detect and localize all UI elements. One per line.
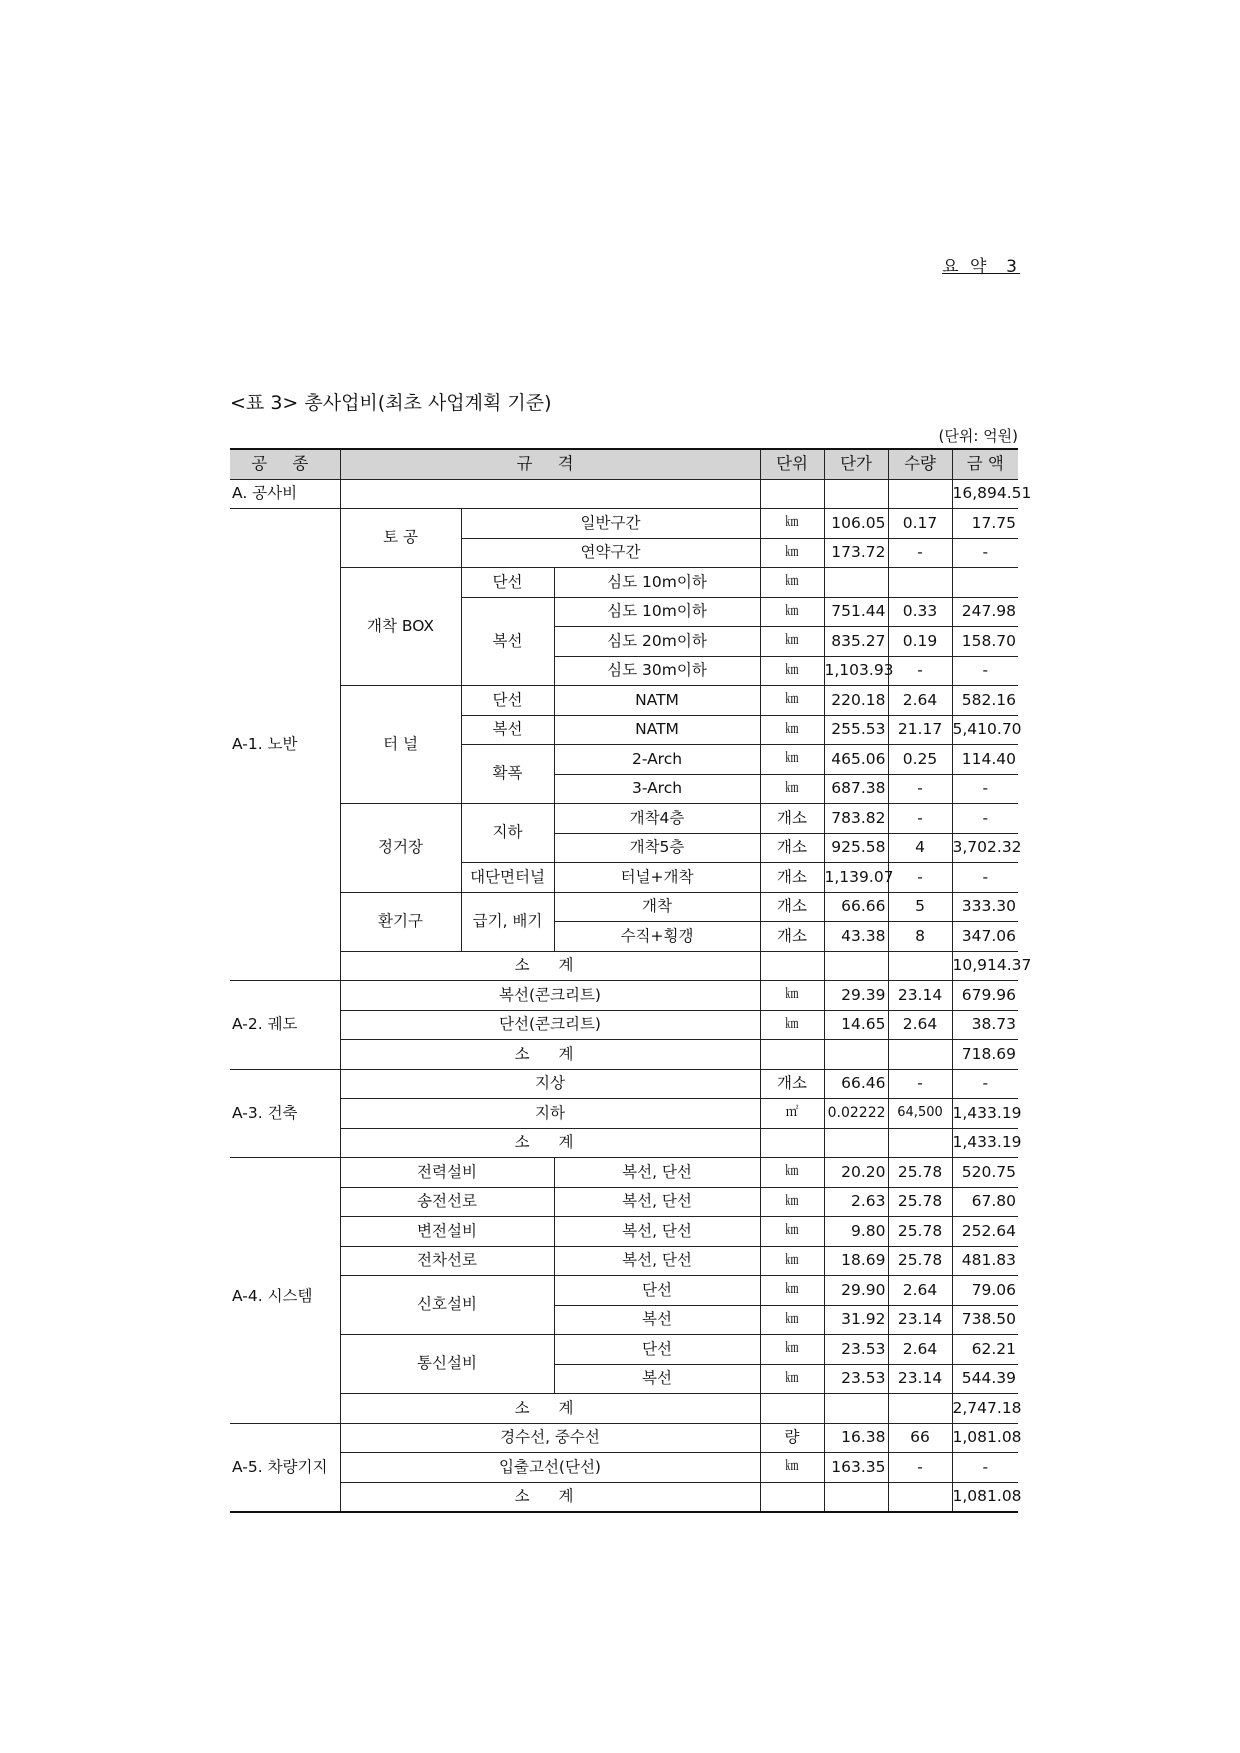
amount-cell: 738.50 xyxy=(952,1305,1018,1335)
spec-cell: 단선(콘크리트) xyxy=(340,1010,760,1040)
price-cell: 2.63 xyxy=(824,1187,888,1217)
qty-cell: 0.33 xyxy=(888,597,952,627)
amount-cell: 247.98 xyxy=(952,597,1018,627)
table-row xyxy=(230,1276,1018,1306)
a3-label: A-3. 건축 xyxy=(230,1069,340,1158)
unit-cell: 개소 xyxy=(760,922,824,952)
subtotal-label: 소 계 xyxy=(340,1482,760,1512)
qty-cell: 0.17 xyxy=(888,509,952,539)
amount-cell: - xyxy=(952,804,1018,834)
qty-cell: 5 xyxy=(888,892,952,922)
table-row xyxy=(230,1246,1018,1276)
spec-cell: 심도 10m이하 xyxy=(554,568,760,598)
unit-cell: 개소 xyxy=(760,804,824,834)
unit-cell: ㎞ xyxy=(760,568,824,598)
subtotal-label: 소 계 xyxy=(340,951,760,981)
amount-cell: - xyxy=(952,538,1018,568)
unit-cell: ㎞ xyxy=(760,627,824,657)
spec-cell: 복선, 단선 xyxy=(554,1158,760,1188)
price-cell: 66.46 xyxy=(824,1069,888,1099)
qty-cell: 25.78 xyxy=(888,1158,952,1188)
unit-cell: 개소 xyxy=(760,1069,824,1099)
col-unit: 단위 xyxy=(760,449,824,479)
price-cell xyxy=(824,568,888,598)
amount-cell: 252.64 xyxy=(952,1217,1018,1247)
qty-cell: 2.64 xyxy=(888,1276,952,1306)
price-cell: 23.53 xyxy=(824,1335,888,1365)
a1-label: A-1. 노반 xyxy=(230,509,340,981)
qty-cell: - xyxy=(888,656,952,686)
price-cell: 835.27 xyxy=(824,627,888,657)
qty-cell: - xyxy=(888,804,952,834)
qty-cell: 0.19 xyxy=(888,627,952,657)
table-row xyxy=(230,892,1018,922)
amount-cell: 67.80 xyxy=(952,1187,1018,1217)
tunnel-label: 터 널 xyxy=(340,686,461,804)
amount-cell: 62.21 xyxy=(952,1335,1018,1365)
amount-cell: 520.75 xyxy=(952,1158,1018,1188)
subtotal-amount: 10,914.37 xyxy=(952,951,1018,981)
amount-cell: 16,894.51 xyxy=(952,479,1018,509)
price-cell: 173.72 xyxy=(824,538,888,568)
amount-cell: 679.96 xyxy=(952,981,1018,1011)
price-cell: 751.44 xyxy=(824,597,888,627)
price-cell: 20.20 xyxy=(824,1158,888,1188)
unit-cell: ㎞ xyxy=(760,1246,824,1276)
a5-label: A-5. 차량기지 xyxy=(230,1423,340,1512)
unit-cell: ㎞ xyxy=(760,745,824,775)
qty-cell: 64,500 xyxy=(888,1099,952,1129)
spec-cell: 복선 xyxy=(554,1305,760,1335)
spec-cell: 심도 20m이하 xyxy=(554,627,760,657)
spec-cell: 연약구간 xyxy=(461,538,760,568)
spec-cell: 복선, 단선 xyxy=(554,1246,760,1276)
qty-cell: 21.17 xyxy=(888,715,952,745)
spec-cell: 단선 xyxy=(554,1335,760,1365)
box-label: 개착 BOX xyxy=(340,568,461,686)
col-quantity: 수량 xyxy=(888,449,952,479)
a2-label: A-2. 궤도 xyxy=(230,981,340,1070)
qty-cell xyxy=(888,568,952,598)
unit-cell: ㎞ xyxy=(760,1276,824,1306)
price-cell: 687.38 xyxy=(824,774,888,804)
unit-cell: ㎞ xyxy=(760,774,824,804)
unit-cell: ㎞ xyxy=(760,1364,824,1394)
table-row xyxy=(230,1010,1018,1040)
vent-type-cell: 급기, 배기 xyxy=(461,892,554,951)
system-name-cell: 신호설비 xyxy=(340,1276,554,1335)
price-cell: 14.65 xyxy=(824,1010,888,1040)
amount-cell: 1,081.08 xyxy=(952,1423,1018,1453)
qty-cell: 25.78 xyxy=(888,1246,952,1276)
station-type-cell: 대단면터널 xyxy=(461,863,554,893)
station-label: 정거장 xyxy=(340,804,461,893)
spec-cell: 3-Arch xyxy=(554,774,760,804)
qty-cell: 8 xyxy=(888,922,952,952)
qty-cell: 2.64 xyxy=(888,1010,952,1040)
unit-cell: ㎞ xyxy=(760,656,824,686)
spec-cell: NATM xyxy=(554,686,760,716)
spec-cell: 개착5층 xyxy=(554,833,760,863)
amount-cell: 114.40 xyxy=(952,745,1018,775)
a4-label: A-4. 시스템 xyxy=(230,1158,340,1424)
unit-cell: ㎞ xyxy=(760,1335,824,1365)
spec-cell: 복선 xyxy=(554,1364,760,1394)
table-row xyxy=(230,804,1018,834)
price-cell: 66.66 xyxy=(824,892,888,922)
subtotal-row xyxy=(230,1040,1018,1070)
spec-cell: 터널+개착 xyxy=(554,863,760,893)
amount-cell: 582.16 xyxy=(952,686,1018,716)
subtotal-row xyxy=(230,951,1018,981)
col-unit-price: 단가 xyxy=(824,449,888,479)
table-row xyxy=(230,1217,1018,1247)
table-row xyxy=(230,686,1018,716)
table-row xyxy=(230,568,1018,598)
unit-cell: ㎞ xyxy=(760,715,824,745)
amount-cell: 481.83 xyxy=(952,1246,1018,1276)
line-type-cell: 복선 xyxy=(461,715,554,745)
spec-cell: 복선, 단선 xyxy=(554,1187,760,1217)
qty-cell: 4 xyxy=(888,833,952,863)
spec-cell: 지하 xyxy=(340,1099,760,1129)
system-name-cell: 송전선로 xyxy=(340,1187,554,1217)
amount-cell: 333.30 xyxy=(952,892,1018,922)
price-cell: 783.82 xyxy=(824,804,888,834)
unit-cell: ㎞ xyxy=(760,1453,824,1483)
table-row xyxy=(230,509,1018,539)
system-name-cell: 전력설비 xyxy=(340,1158,554,1188)
table-row xyxy=(230,981,1018,1011)
table-row xyxy=(230,1335,1018,1365)
amount-cell: 38.73 xyxy=(952,1010,1018,1040)
line-type-cell: 복선 xyxy=(461,597,554,686)
table-row xyxy=(230,1453,1018,1483)
table-row xyxy=(230,1187,1018,1217)
cost-table xyxy=(230,448,1032,1513)
spec-cell: NATM xyxy=(554,715,760,745)
price-cell: 43.38 xyxy=(824,922,888,952)
price-cell: 0.02222 xyxy=(824,1099,888,1129)
amount-cell xyxy=(952,568,1018,598)
spec-cell: 수직+횡갱 xyxy=(554,922,760,952)
amount-cell: - xyxy=(952,656,1018,686)
unit-cell: ㎞ xyxy=(760,509,824,539)
qty-cell: - xyxy=(888,1069,952,1099)
qty-cell: 23.14 xyxy=(888,1364,952,1394)
table-row xyxy=(230,1158,1018,1188)
line-type-cell: 확폭 xyxy=(461,745,554,804)
price-cell: 1,103.93 xyxy=(824,656,888,686)
amount-cell: - xyxy=(952,863,1018,893)
table-row xyxy=(230,479,1018,509)
qty-cell: 25.78 xyxy=(888,1217,952,1247)
amount-cell: - xyxy=(952,1069,1018,1099)
subtotal-label: 소 계 xyxy=(340,1128,760,1158)
unit-cell: ㎞ xyxy=(760,686,824,716)
spec-cell: 개착 xyxy=(554,892,760,922)
price-cell: 220.18 xyxy=(824,686,888,716)
spec-cell: 지상 xyxy=(340,1069,760,1099)
table-title: <표 3> 총사업비(최초 사업계획 기준) xyxy=(230,392,552,414)
system-name-cell: 통신설비 xyxy=(340,1335,554,1394)
table-row xyxy=(230,1069,1018,1099)
price-cell: 1,139.07 xyxy=(824,863,888,893)
unit-cell: ㎞ xyxy=(760,1305,824,1335)
spec-cell: 일반구간 xyxy=(461,509,760,539)
unit-note: (단위: 억원) xyxy=(938,427,1018,445)
qty-cell: 2.64 xyxy=(888,1335,952,1365)
spec-cell: 경수선, 중수선 xyxy=(340,1423,760,1453)
spec-cell: 단선 xyxy=(554,1276,760,1306)
qty-cell: - xyxy=(888,774,952,804)
unit-cell: ㎞ xyxy=(760,1187,824,1217)
amount-cell: - xyxy=(952,774,1018,804)
amount-cell: 5,410.70 xyxy=(952,715,1018,745)
amount-cell: 158.70 xyxy=(952,627,1018,657)
section-a-label: A. 공사비 xyxy=(230,479,340,509)
qty-cell: 0.25 xyxy=(888,745,952,775)
amount-cell: 1,433.19 xyxy=(952,1099,1018,1129)
spec-cell: 복선(콘크리트) xyxy=(340,981,760,1011)
subtotal-row xyxy=(230,1482,1018,1512)
price-cell: 16.38 xyxy=(824,1423,888,1453)
subtotal-amount: 718.69 xyxy=(952,1040,1018,1070)
price-cell: 9.80 xyxy=(824,1217,888,1247)
subtotal-row xyxy=(230,1394,1018,1424)
qty-cell: 23.14 xyxy=(888,1305,952,1335)
system-name-cell: 변전설비 xyxy=(340,1217,554,1247)
vent-label: 환기구 xyxy=(340,892,461,951)
amount-cell: 17.75 xyxy=(952,509,1018,539)
unit-cell: 개소 xyxy=(760,863,824,893)
qty-cell: - xyxy=(888,863,952,893)
qty-cell: 66 xyxy=(888,1423,952,1453)
col-work-type: 공 종 xyxy=(230,449,340,479)
price-cell: 163.35 xyxy=(824,1453,888,1483)
subtotal-amount: 1,081.08 xyxy=(952,1482,1018,1512)
subtotal-amount: 2,747.18 xyxy=(952,1394,1018,1424)
price-cell: 255.53 xyxy=(824,715,888,745)
unit-cell: ㎞ xyxy=(760,597,824,627)
unit-cell: ㎞ xyxy=(760,1217,824,1247)
price-cell: 29.90 xyxy=(824,1276,888,1306)
unit-cell: ㎞ xyxy=(760,1010,824,1040)
subtotal-label: 소 계 xyxy=(340,1040,760,1070)
line-type-cell: 단선 xyxy=(461,568,554,598)
unit-cell: 량 xyxy=(760,1423,824,1453)
page-header: 요 약 3 xyxy=(942,257,1020,277)
qty-cell: - xyxy=(888,538,952,568)
qty-cell: - xyxy=(888,1453,952,1483)
table-row xyxy=(230,1423,1018,1453)
price-cell: 925.58 xyxy=(824,833,888,863)
unit-cell: 개소 xyxy=(760,892,824,922)
subtotal-amount: 1,433.19 xyxy=(952,1128,1018,1158)
col-amount: 금 액 xyxy=(952,449,1018,479)
price-cell: 29.39 xyxy=(824,981,888,1011)
price-cell: 106.05 xyxy=(824,509,888,539)
spec-cell: 2-Arch xyxy=(554,745,760,775)
unit-cell: 개소 xyxy=(760,833,824,863)
col-spec: 규 격 xyxy=(340,449,760,479)
amount-cell: 347.06 xyxy=(952,922,1018,952)
table-row xyxy=(230,1099,1018,1129)
amount-cell: 544.39 xyxy=(952,1364,1018,1394)
spec-cell: 입출고선(단선) xyxy=(340,1453,760,1483)
unit-cell: ㎞ xyxy=(760,538,824,568)
table-header-row xyxy=(230,449,1018,479)
system-name-cell: 전차선로 xyxy=(340,1246,554,1276)
spec-cell: 개착4층 xyxy=(554,804,760,834)
spec-cell: 복선, 단선 xyxy=(554,1217,760,1247)
line-type-cell: 단선 xyxy=(461,686,554,716)
qty-cell: 23.14 xyxy=(888,981,952,1011)
unit-cell: ㎡ xyxy=(760,1099,824,1129)
subtotal-row xyxy=(230,1128,1018,1158)
price-cell: 18.69 xyxy=(824,1246,888,1276)
subtotal-label: 소 계 xyxy=(340,1394,760,1424)
spec-cell: 심도 30m이하 xyxy=(554,656,760,686)
spec-cell: 심도 10m이하 xyxy=(554,597,760,627)
qty-cell: 25.78 xyxy=(888,1187,952,1217)
price-cell: 465.06 xyxy=(824,745,888,775)
station-type-cell: 지하 xyxy=(461,804,554,863)
unit-cell: ㎞ xyxy=(760,1158,824,1188)
amount-cell: 3,702.32 xyxy=(952,833,1018,863)
amount-cell: - xyxy=(952,1453,1018,1483)
earthwork-label: 토 공 xyxy=(340,509,461,568)
amount-cell: 79.06 xyxy=(952,1276,1018,1306)
unit-cell: ㎞ xyxy=(760,981,824,1011)
price-cell: 23.53 xyxy=(824,1364,888,1394)
qty-cell: 2.64 xyxy=(888,686,952,716)
price-cell: 31.92 xyxy=(824,1305,888,1335)
